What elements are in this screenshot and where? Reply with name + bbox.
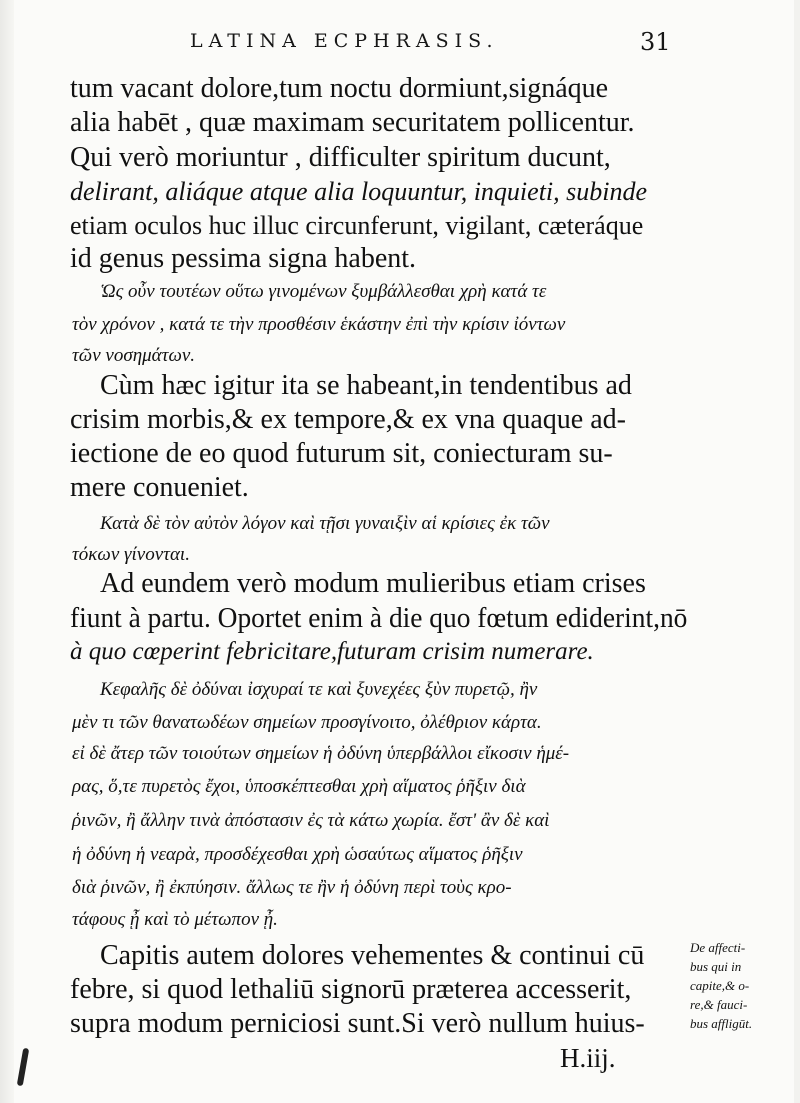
greek-text-line: τάφους ᾖ καὶ τὸ μέτωπον ᾖ.: [72, 909, 278, 930]
marginal-note-line: re,& fauci-: [690, 997, 748, 1012]
greek-text-line: εἰ δὲ ἄτερ τῶν τοιούτων σημείων ἡ ὀδύνη ὑπερβάλλοι εἴκοσιν ἡμέ-: [72, 743, 570, 764]
greek-text-line: διὰ ῥινῶν, ἢ ἐκπύησιν. ἄλλως τε ἢν ἡ ὀδύνη περὶ τοὺς κρο-: [72, 877, 512, 898]
marginal-note: [690, 938, 790, 1033]
text-line: supra modum perniciosi sunt.Si verò nullum huius-: [70, 1008, 645, 1039]
text-line: Ad eundem verò modum mulieribus etiam crises: [100, 568, 646, 599]
greek-text-line: μὲν τι τῶν θανατωδέων σημείων προσγίνοιτο, ὀλέθριον κάρτα.: [72, 712, 542, 733]
greek-text-line: Κεφαλῆς δὲ ὀδύναι ἰσχυραί τε καὶ ξυνεχέες ξὺν πυρετῷ, ἢν: [100, 679, 538, 700]
text-line: tum vacant dolore,tum noctu dormiunt,signáque: [70, 73, 609, 104]
text-line: à quo cœperint febricitare,futuram crisim numerare.: [70, 638, 594, 665]
text-line: id genus pessima signa habent.: [70, 243, 417, 274]
greek-text-line: Κατὰ δὲ τὸν αὐτὸν λόγον καὶ τῇσι γυναιξὶν αἱ κρίσιες ἐκ τῶν: [100, 513, 550, 534]
text-line: Cùm hæc igitur ita se habeant,in tendentibus ad: [100, 370, 632, 401]
marginal-note-line: bus qui in: [690, 959, 742, 974]
greek-text-line: τῶν νοσημάτων.: [72, 345, 196, 366]
text-line: febre, si quod lethaliū signorū præterea accesserit,: [70, 974, 632, 1005]
greek-text-line: ἡ ὀδύνη ἡ νεαρὰ, προσδέχεσθαι χρὴ ὡσαύτως αἵματος ῥῆξιν: [72, 844, 523, 865]
text-line: etiam oculos huc illuc circunferunt, vigilant, cæteráque: [70, 211, 644, 240]
signature-mark: H.iij.: [560, 1043, 616, 1073]
text-line: iectione de eo quod futurum sit, coniecturam su-: [70, 438, 613, 469]
marginal-note-line: capite,& o-: [690, 978, 750, 993]
greek-text-line: τόκων γίνονται.: [72, 544, 190, 565]
greek-text-line: τὸν χρόνον , κατά τε τὴν προσθέσιν ἑκάστην ἐπὶ τὴν κρίσιν ἰόντων: [72, 314, 566, 335]
text-line: delirant, aliáque atque alia loquuntur, inquieti, subinde: [70, 177, 648, 206]
text-line: mere conueniet.: [70, 472, 249, 503]
text-line: Capitis autem dolores vehementes & continui cū: [100, 940, 645, 971]
greek-text-line: ῥινῶν, ἢ ἄλλην τινὰ ἀπόστασιν ἐς τὰ κάτω χωρία. ἔστ' ἂν δὲ καὶ: [72, 810, 550, 831]
text-line: fiunt à partu. Oportet enim à die quo fœtum ediderint,nō: [70, 603, 688, 634]
marginal-note-line: De affecti-: [690, 940, 746, 955]
greek-text-line: ρας, ὅ,τε πυρετὸς ἔχοι, ὑποσκέπτεσθαι χρὴ αἵματος ῥῆξιν διὰ: [72, 776, 526, 797]
greek-text-line: Ὡς οὖν τουτέων οὕτω γινομένων ξυμβάλλεσθαι χρὴ κατά τε: [100, 281, 547, 302]
marginal-note-line: bus affligūt.: [690, 1016, 753, 1031]
page-right-edge: [794, 0, 800, 1103]
running-header: LATINA ECPHRASIS.: [190, 30, 499, 52]
page-gutter-shadow: [0, 0, 14, 1103]
text-line: Qui verò moriuntur , difficulter spiritum ducunt,: [70, 142, 611, 173]
text-line: alia habēt , quæ maximam securitatem pollicentur.: [70, 107, 635, 138]
page-number: 31: [640, 28, 671, 56]
text-line: crisim morbis,& ex tempore,& ex vna quaque ad-: [70, 404, 626, 435]
ink-mark: [17, 1048, 30, 1086]
